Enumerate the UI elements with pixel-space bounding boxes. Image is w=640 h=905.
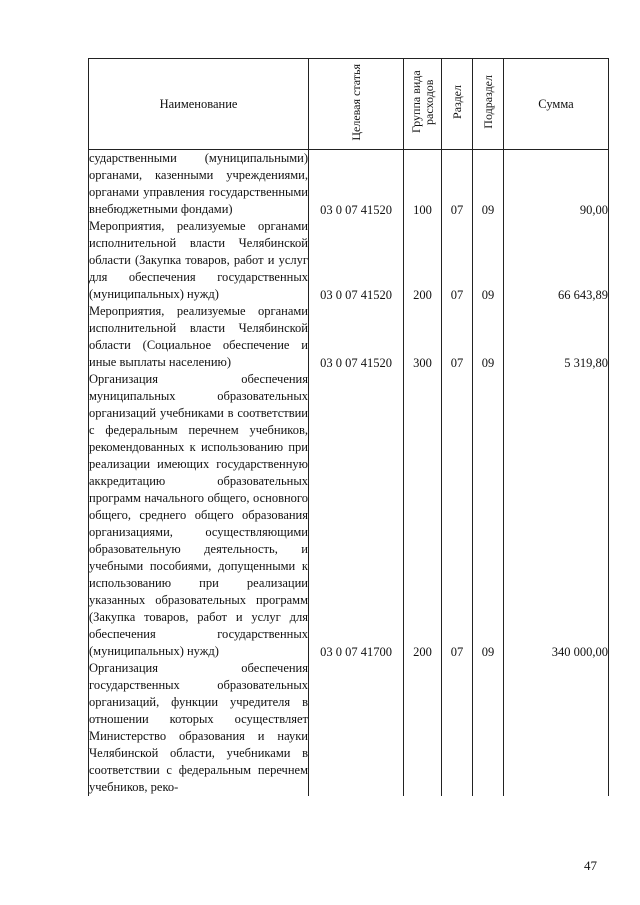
row-group: 200 xyxy=(404,218,442,303)
row-name: Организация обеспечения государственных образовательных организаций, функции учредителя в отношении которых осуществляет Министерство образования и науки Челябинской области, учебниками в соответствии с федеральным перечнем учебников, реко- xyxy=(89,661,308,794)
row-sum xyxy=(504,660,609,796)
table-row xyxy=(89,150,609,219)
row-subsection: 09 xyxy=(473,218,504,303)
page-number: 47 xyxy=(584,858,597,873)
row-group xyxy=(404,660,442,796)
header-subsection-label: Подраздел xyxy=(480,75,495,129)
header-section-label: Раздел xyxy=(449,85,464,119)
header-name: Наименование xyxy=(89,59,309,150)
row-sum: 5 319,80 xyxy=(504,303,609,371)
row-target: 03 0 07 41520 xyxy=(309,303,404,371)
row-section: 07 xyxy=(442,218,473,303)
row-name: Мероприятия, реализуемые органами исполнительной власти Челябинской области (Закупка товаров, работ и услуг для обеспечения государственных (муниципальных) нужд) xyxy=(89,219,308,301)
row-group: 100 xyxy=(404,150,442,219)
row-sum: 340 000,00 xyxy=(504,371,609,660)
header-subsection xyxy=(473,59,504,150)
row-section xyxy=(442,660,473,796)
table-row xyxy=(89,303,609,371)
row-name: Мероприятия, реализуемые органами исполнительной власти Челябинской области (Социальное обеспечение и иные выплаты населению) xyxy=(89,304,308,369)
row-subsection xyxy=(473,660,504,796)
row-section: 07 xyxy=(442,303,473,371)
header-target xyxy=(309,59,404,150)
header-sum: Сумма xyxy=(504,59,609,150)
header-section xyxy=(442,59,473,150)
row-subsection: 09 xyxy=(473,150,504,219)
row-group: 300 xyxy=(404,303,442,371)
table-row xyxy=(89,371,609,660)
row-target: 03 0 07 41520 xyxy=(309,150,404,219)
budget-table xyxy=(88,58,609,796)
row-target: 03 0 07 41700 xyxy=(309,371,404,660)
table-row xyxy=(89,218,609,303)
table-header-row xyxy=(89,59,609,150)
row-section: 07 xyxy=(442,150,473,219)
table-row xyxy=(89,660,609,796)
row-sum: 90,00 xyxy=(504,150,609,219)
row-sum: 66 643,89 xyxy=(504,218,609,303)
row-target: 03 0 07 41520 xyxy=(309,218,404,303)
row-subsection: 09 xyxy=(473,303,504,371)
row-name: сударственными (муниципальными) органами, казенными учреждениями, органами управления государственными внебюджетными фондами) xyxy=(89,151,308,216)
row-section: 07 xyxy=(442,371,473,660)
header-target-label: Целевая статья xyxy=(348,63,363,141)
row-name: Организация обеспечения муниципальных образовательных организаций учебниками в соответствии с федеральным перечнем учебников, рекомендованных к использованию при реализации имеющих государственную аккредитацию образовательных программ начального общего, основного общего, среднего общего образования организациями, осуществляющими образовательную деятельность, и учебными пособиями, допущенными к использованию при реализации указанных образовательных программ (Закупка товаров, работ и услуг для обеспечения государственных (муниципальных) нужд) xyxy=(89,372,308,658)
row-group: 200 xyxy=(404,371,442,660)
header-group xyxy=(404,59,442,150)
header-group-label: Группа вида расходов xyxy=(408,70,436,134)
row-target xyxy=(309,660,404,796)
row-subsection: 09 xyxy=(473,371,504,660)
